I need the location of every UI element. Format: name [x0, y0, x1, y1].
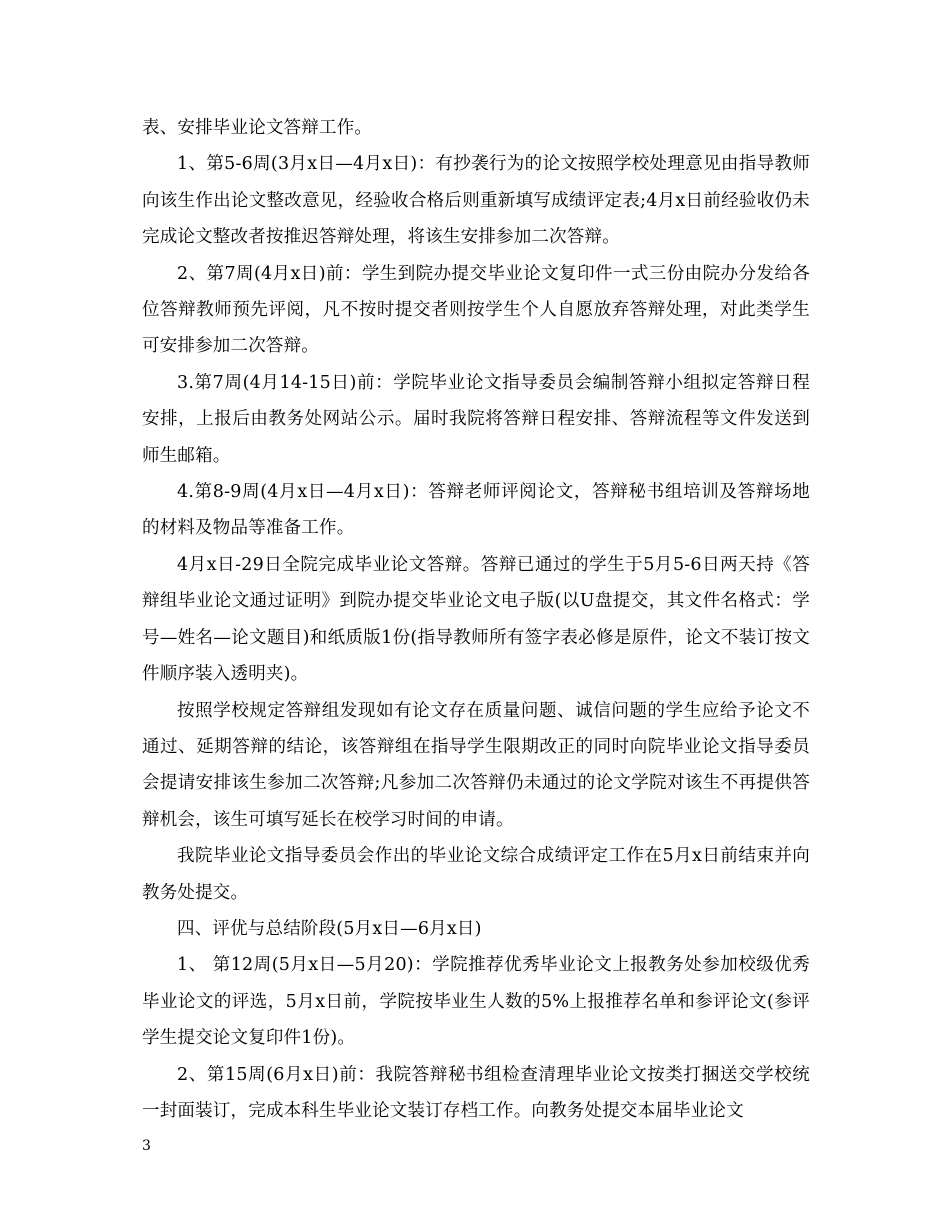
- paragraph-grading: 我院毕业论文指导委员会作出的毕业论文综合成绩评定工作在5月x日前结束并向教务处提交。: [142, 846, 810, 903]
- paragraph-item-2: 2、第7周(4月x日)前：学生到院办提交毕业论文复印件一式三份由院办分发给各位答辩教师预先评阅，凡不按时提交者则按学生个人自愿放弃答辩处理，对此类学生可安排参加二次答辩。: [142, 263, 810, 357]
- paragraph-quality-rules: 按照学校规定答辩组发现如有论文存在质量问题、诚信问题的学生应给予论文不通过、延期答辩的结论，该答辩组在指导学生限期改正的同时向院毕业论文指导委员会提请安排该生参加二次答辩;凡参加二次答辩仍未通过的论文学院对该生不再提供答辩机会，该生可填写延长在校学习时间的申请。: [142, 700, 810, 830]
- page-number: 3: [142, 1138, 151, 1154]
- paragraph-item-3: 3.第7周(4月14-15日)前：学院毕业论文指导委员会编制答辩小组拟定答辩日程安排，上报后由教务处网站公示。届时我院将答辩日程安排、答辩流程等文件发送到师生邮箱。: [142, 372, 810, 466]
- paragraph-evaluation-item-1: 1、 第12周(5月x日—5月20)：学院推荐优秀毕业论文上报教务处参加校级优秀毕业论文的评选，5月x日前，学院按毕业生人数的5%上报推荐名单和参评论文(参评学生提交论文复印件1份)。: [142, 955, 810, 1049]
- paragraph-defense-schedule: 4月x日-29日全院完成毕业论文答辩。答辩已通过的学生于5月5-6日两天持《答辩组毕业论文通过证明》到院办提交毕业论文电子版(以U盘提交，其文件名格式：学号—姓名—论文题目)和纸质版1份(指导教师所有签字表必修是原件，论文不装订按文件顺序装入透明夹)。: [142, 554, 810, 685]
- paragraph-evaluation-item-2: 2、第15周(6月x日)前：我院答辩秘书组检查清理毕业论文按类打捆送交学校统一封面装订，完成本科生毕业论文装订存档工作。向教务处提交本届毕业论文: [142, 1064, 810, 1121]
- paragraph-continuation: 表、安排毕业论文答辩工作。: [142, 118, 373, 138]
- document-body: [142, 110, 810, 1129]
- section-heading-evaluation: 四、评优与总结阶段(5月x日—6月x日): [177, 918, 482, 939]
- paragraph-item-1: 1、第5-6周(3月x日—4月x日)：有抄袭行为的论文按照学校处理意见由指导教师向该生作出论文整改意见，经验收合格后则重新填写成绩评定表;4月x日前经验收仍未完成论文整改者按推迟答辩处理，将该生安排参加二次答辩。: [142, 154, 810, 248]
- paragraph-item-4: 4.第8-9周(4月x日—4月x日)：答辩老师评阅论文，答辩秘书组培训及答辩场地的材料及物品等准备工作。: [142, 482, 810, 539]
